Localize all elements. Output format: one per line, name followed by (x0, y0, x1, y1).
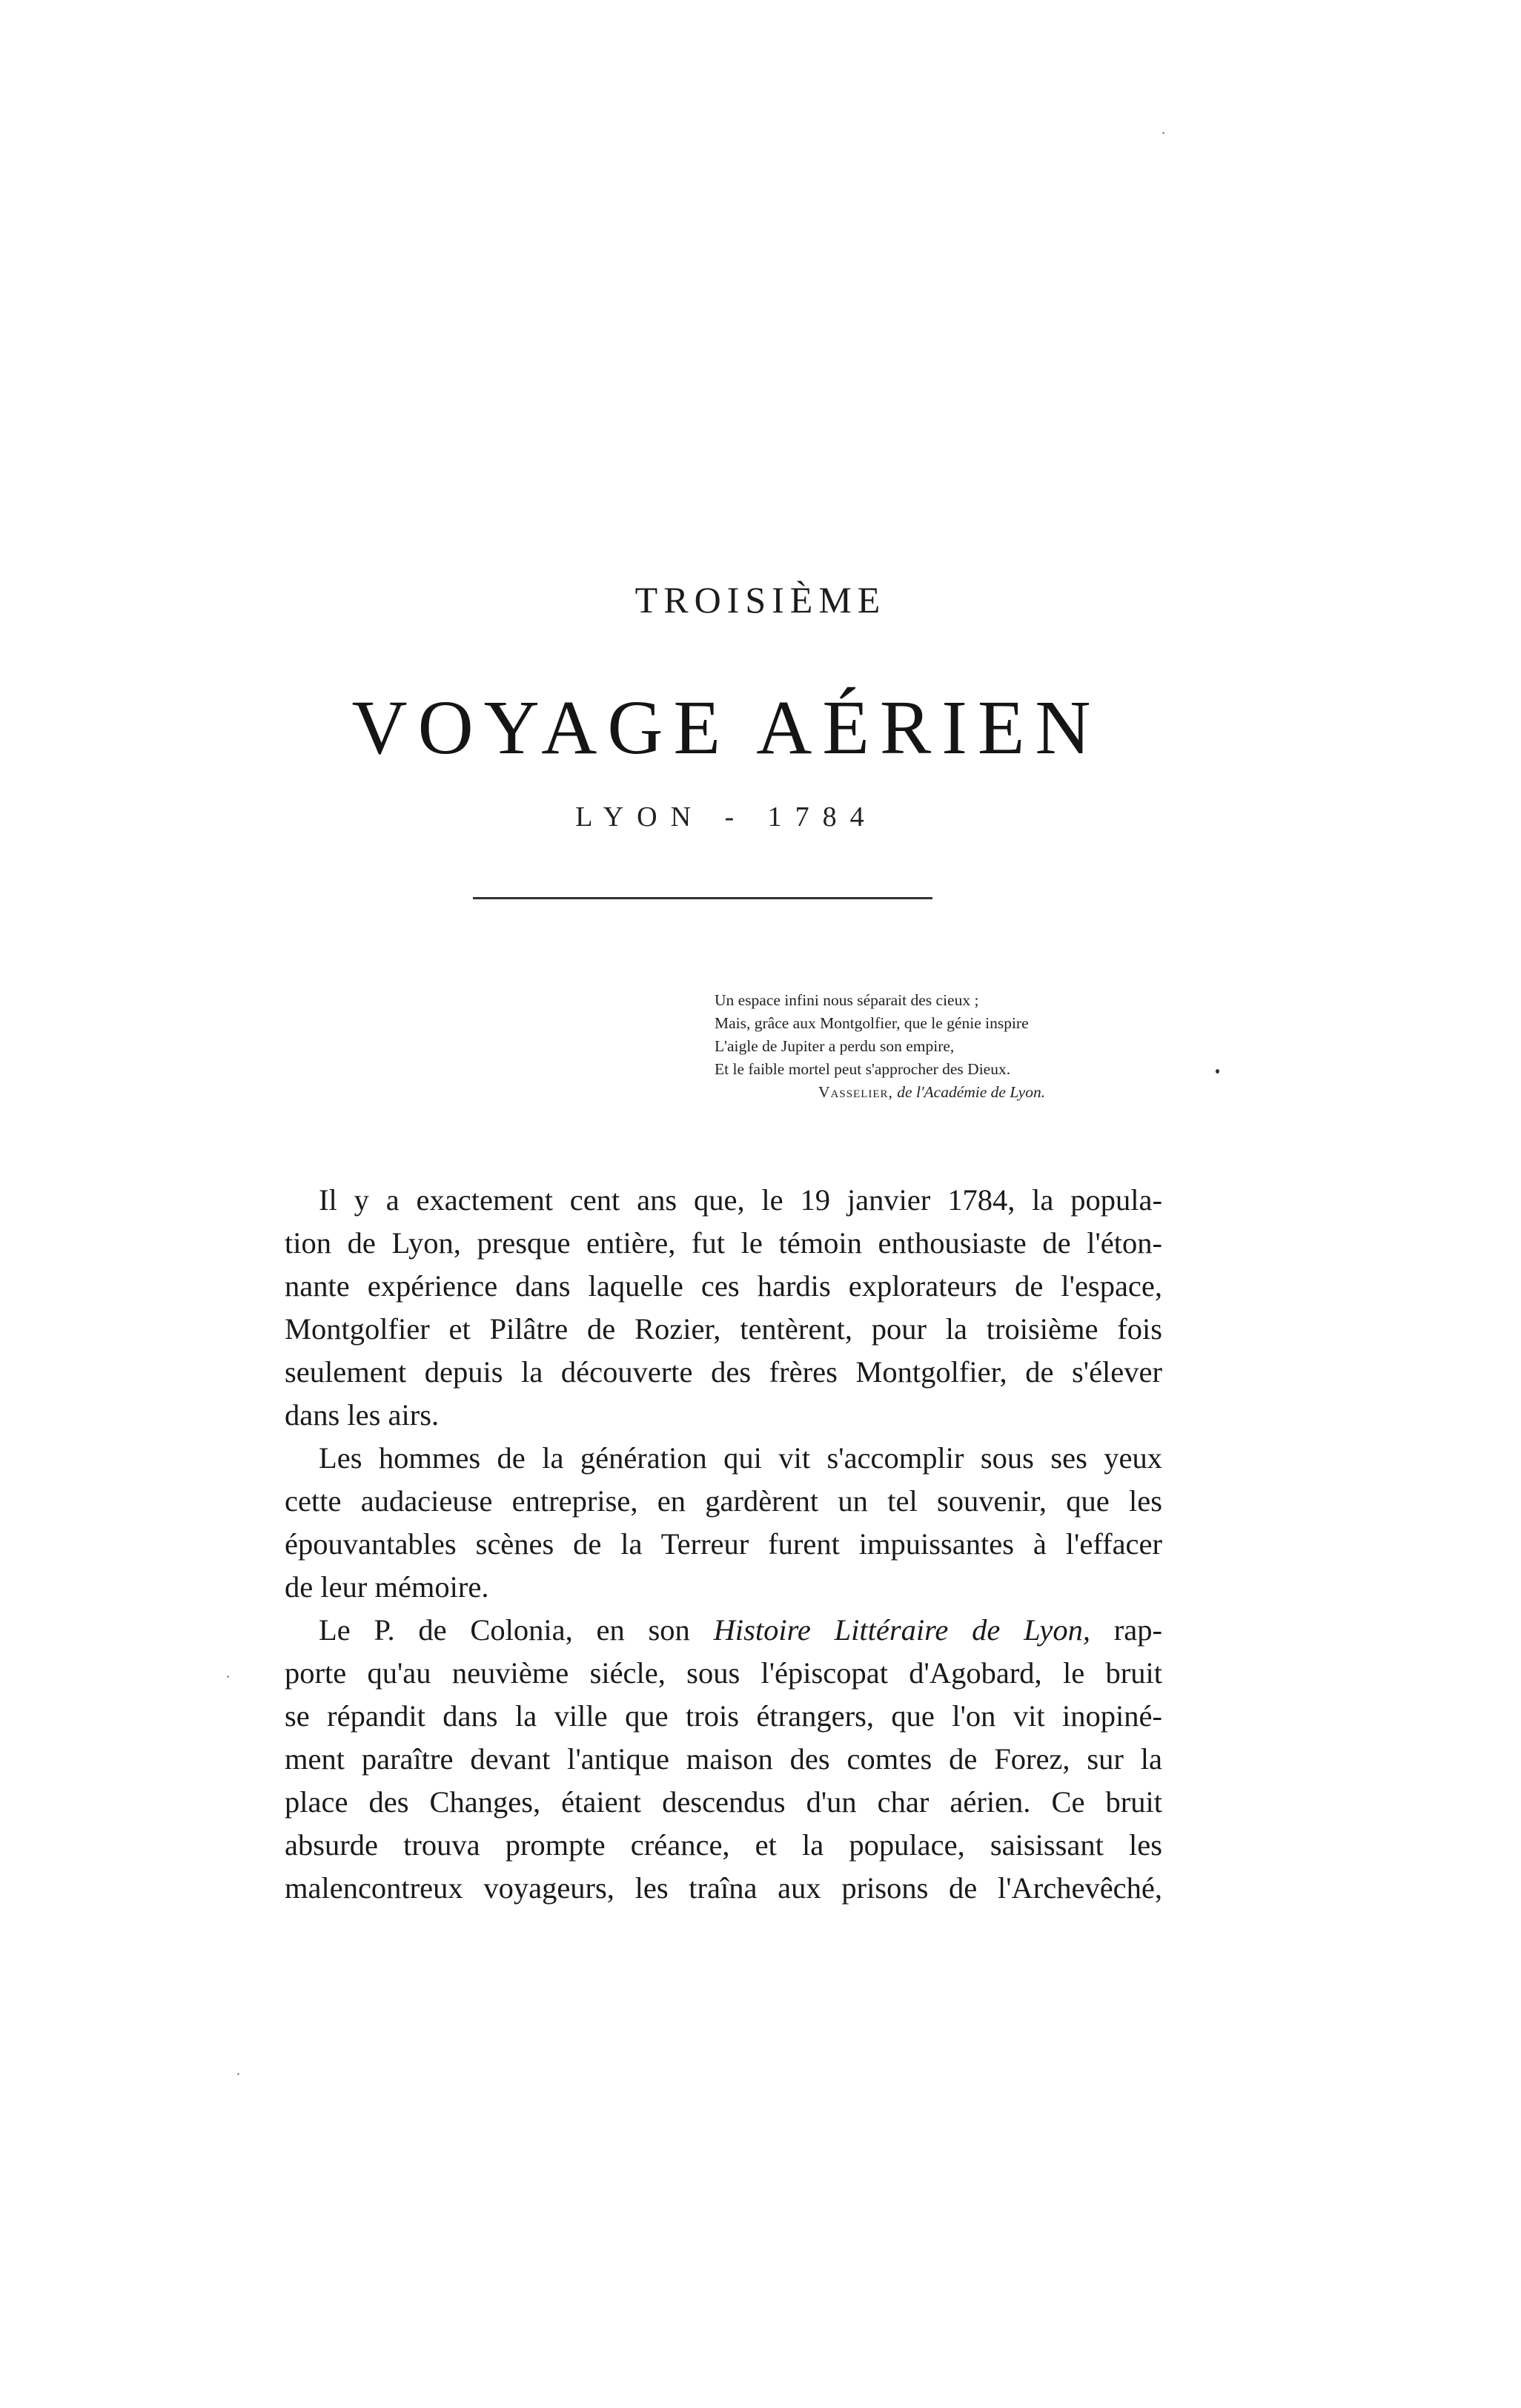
text-line (251, 1609, 1162, 1652)
text-line: tion de Lyon, presque entière, fut le témoin enthousiaste de l'éton- (285, 1226, 1162, 1260)
body-text (251, 1179, 1162, 1910)
text-fragment: rap- (1090, 1613, 1162, 1647)
text-line: se répandit dans la ville que trois étrangers, que l'on vit inopiné- (285, 1699, 1162, 1733)
title-rule (473, 897, 932, 899)
text-line: épouvantables scènes de la Terreur furent impuissantes à l'effacer (285, 1527, 1162, 1561)
text-line: malencontreux voyageurs, les traîna aux prisons de l'Archevêché, (285, 1871, 1162, 1905)
epigraph (715, 989, 1174, 1104)
book-title-italic: Histoire Littéraire de Lyon, (713, 1613, 1091, 1647)
epigraph-line: Et le faible mortel peut s'approcher des Dieux. (715, 1060, 1011, 1078)
epigraph-line: L'aigle de Jupiter a perdu son empire, (715, 1037, 955, 1055)
paragraph-1 (251, 1179, 1162, 1437)
epigraph-line: Un espace infini nous séparait des cieux ; (715, 991, 979, 1009)
text-line: nante expérience dans laquelle ces hardis explorateurs de l'espace, (285, 1269, 1162, 1303)
chapter-title: VOYAGE AÉRIEN (351, 685, 1101, 770)
paper-speck (237, 2073, 239, 2075)
text-line: porte qu'au neuvième siécle, sous l'épiscopat d'Agobard, le bruit (285, 1656, 1162, 1690)
text-line: Les hommes de la génération qui vit s'accomplir sous ses yeux (319, 1441, 1162, 1475)
place-date: LYON - 1784 (575, 801, 878, 833)
text-line: seulement depuis la découverte des frères Montgolfier, de s'élever (285, 1355, 1162, 1389)
text-line: cette audacieuse entreprise, en gardèrent un tel souvenir, que les (285, 1484, 1162, 1518)
epigraph-line: Mais, grâce aux Montgolfier, que le génie inspire (715, 1014, 1029, 1032)
paragraph-2 (251, 1437, 1162, 1609)
epigraph-attribution (715, 1081, 1174, 1104)
text-line: Montgolfier et Pilâtre de Rozier, tentèrent, pour la troisième fois (285, 1312, 1162, 1346)
text-line: ment paraître devant l'antique maison des comtes de Forez, sur la (285, 1742, 1162, 1776)
text-fragment: Le P. de Colonia, en son (319, 1613, 714, 1647)
paragraph-3 (251, 1609, 1162, 1910)
chapter-subtitle: TROISIÈME (634, 579, 887, 621)
paper-speck (1216, 1069, 1219, 1074)
epigraph-affiliation: de l'Académie de Lyon. (897, 1083, 1046, 1101)
paper-speck (1162, 132, 1164, 134)
paper-speck (227, 1676, 229, 1678)
text-line: de leur mémoire. (285, 1570, 489, 1604)
text-line: Il y a exactement cent ans que, le 19 janvier 1784, la popula- (319, 1183, 1162, 1217)
text-line: dans les airs. (285, 1398, 440, 1432)
text-line: absurde trouva prompte créance, et la populace, saisissant les (285, 1828, 1162, 1862)
text-line: place des Changes, étaient descendus d'un char aérien. Ce bruit (285, 1785, 1162, 1819)
epigraph-author: Vasselier, (818, 1083, 893, 1101)
